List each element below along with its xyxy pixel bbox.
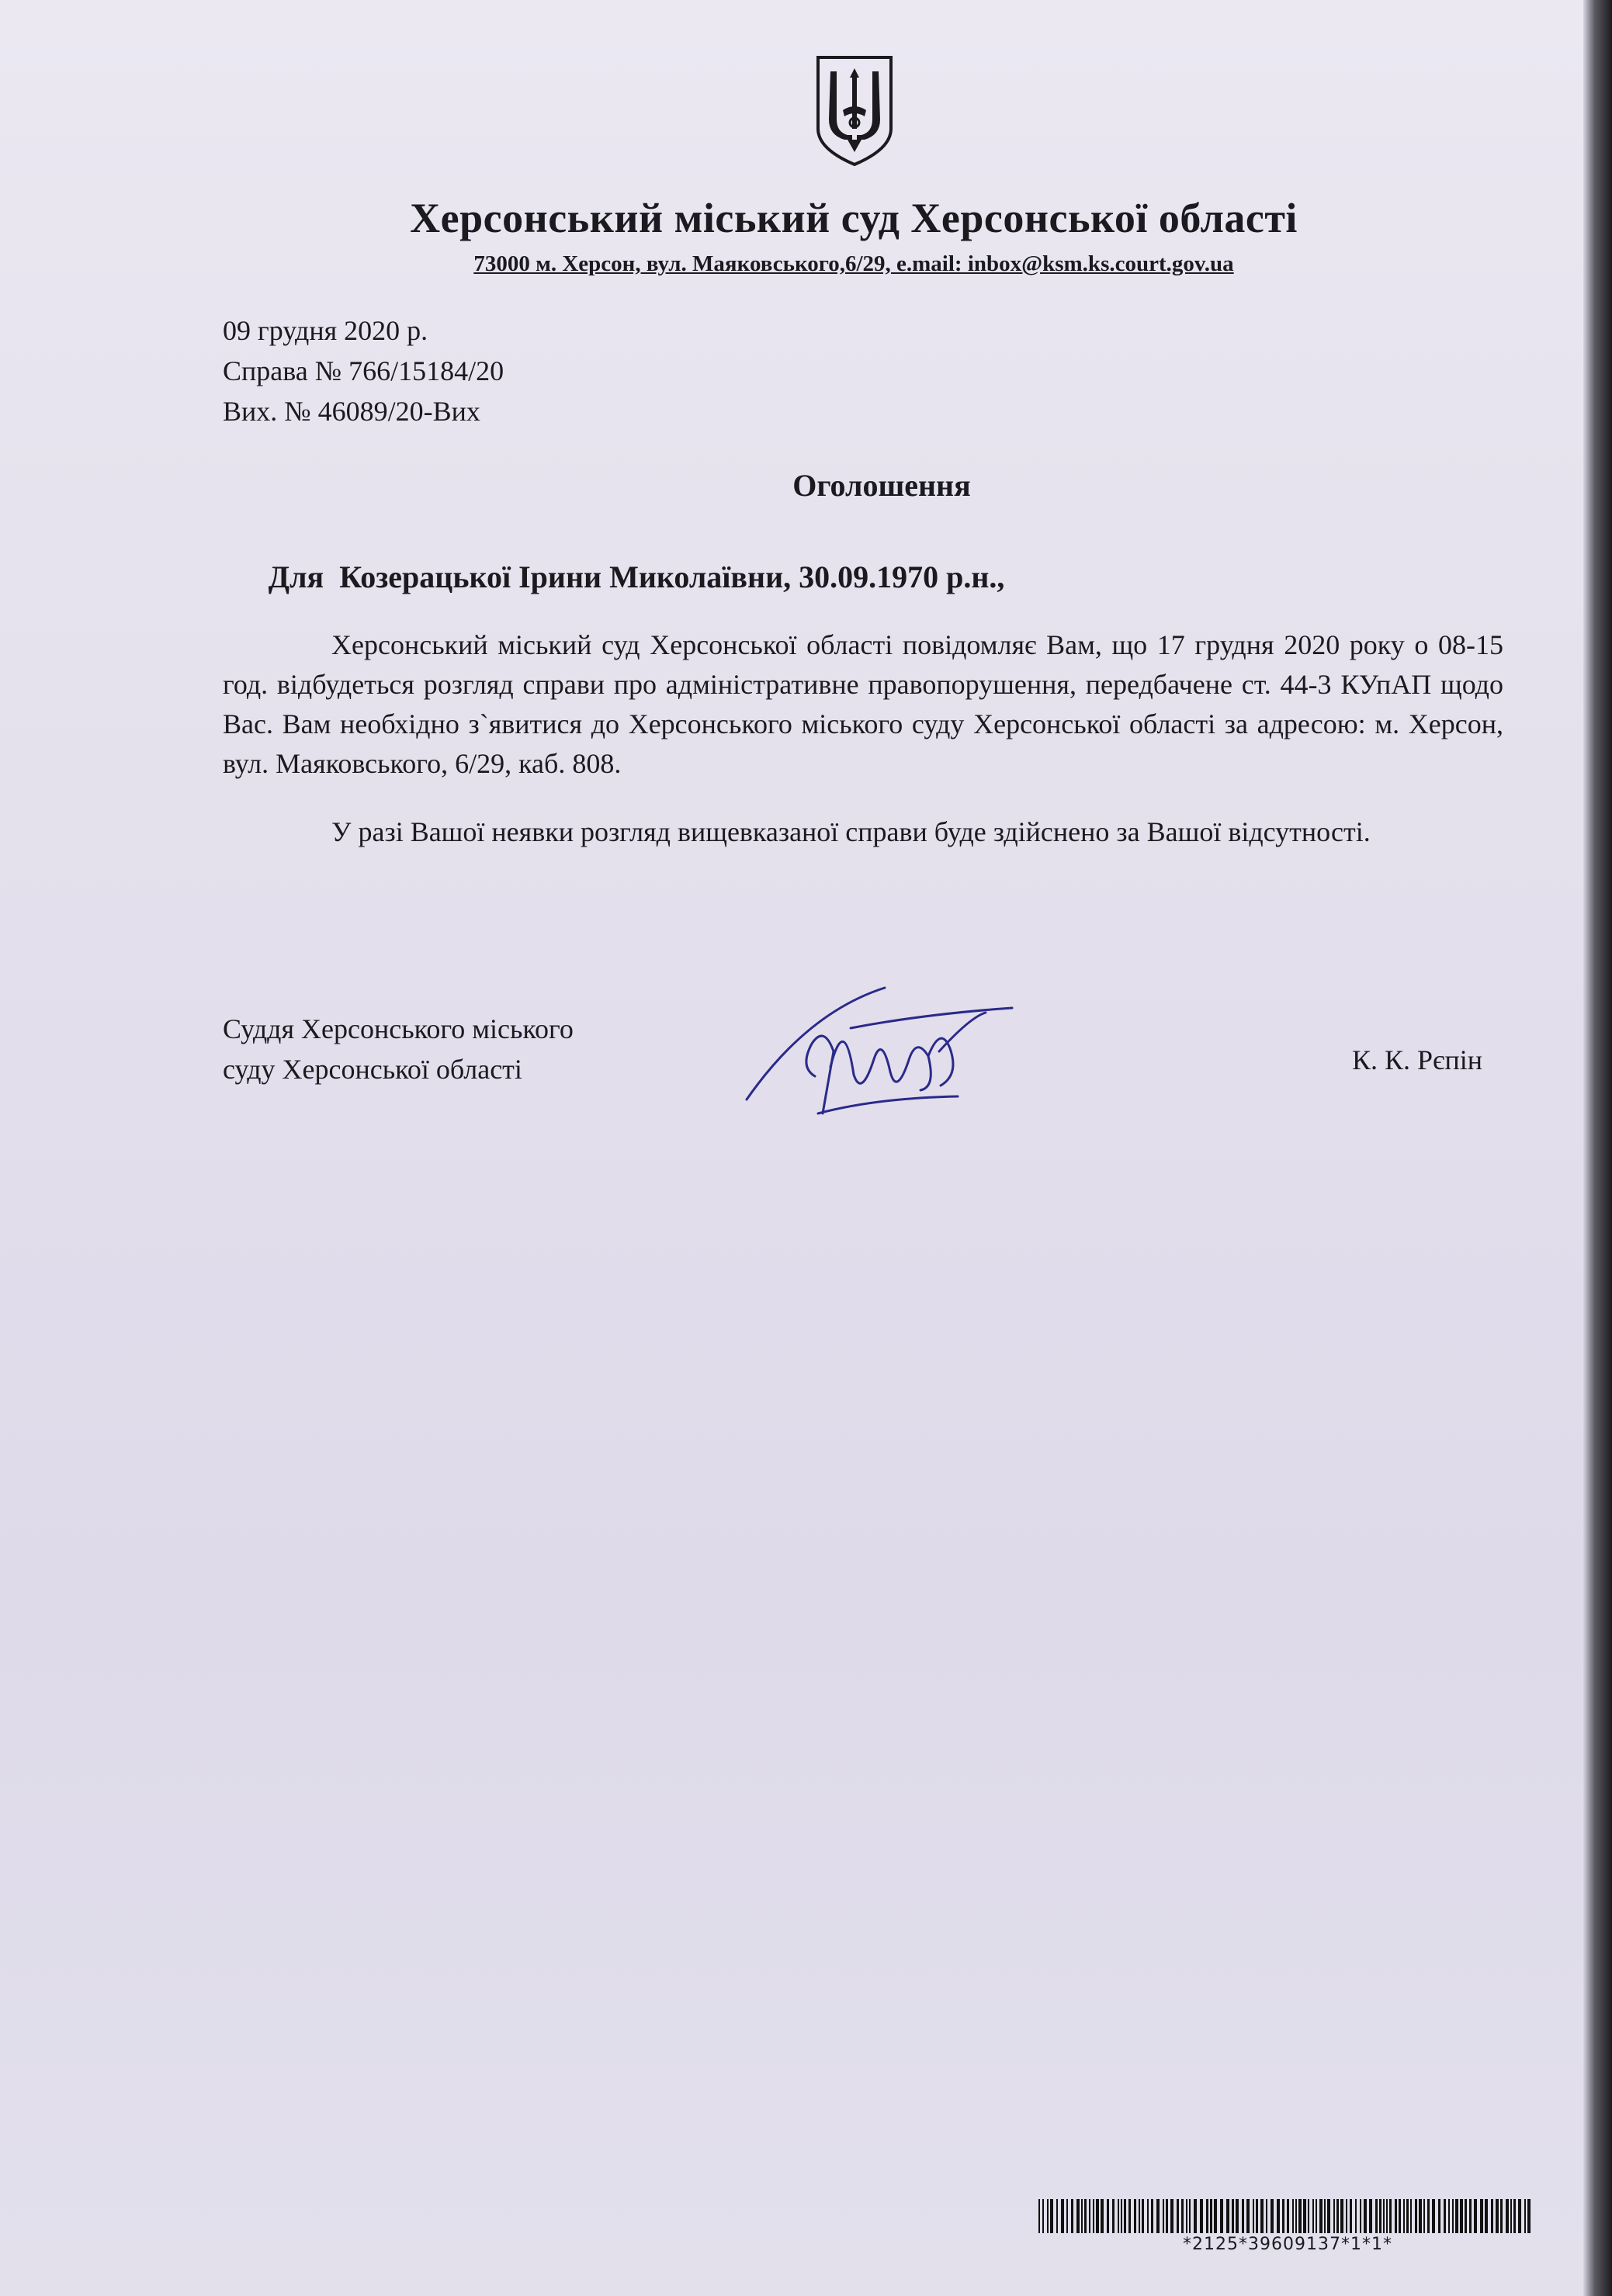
barcode-bar — [1232, 2199, 1234, 2233]
page-edge-shadow — [1583, 0, 1612, 2296]
barcode-bar — [1506, 2199, 1509, 2233]
barcode-bar — [1480, 2199, 1483, 2233]
barcode-bar — [1496, 2199, 1499, 2233]
barcode-bar — [1047, 2199, 1049, 2233]
barcode-bar — [1256, 2199, 1258, 2233]
barcode-bar — [1427, 2199, 1430, 2233]
barcode-bar — [1271, 2199, 1274, 2233]
barcode-bar — [1395, 2199, 1397, 2233]
barcode-bar — [1089, 2199, 1090, 2233]
barcode-bar — [1226, 2199, 1229, 2233]
barcode-bar — [1452, 2199, 1454, 2233]
barcode-bar — [1336, 2199, 1339, 2233]
barcode-bar — [1214, 2199, 1217, 2233]
barcode-bar — [1282, 2199, 1284, 2233]
barcode-bar — [1287, 2199, 1289, 2233]
barcode-bar — [1220, 2199, 1223, 2233]
body-paragraph: У разі Вашої неявки розгляд вищевказаної справи буде здійснено за Вашої відсутності. — [331, 816, 1371, 847]
barcode-bar — [1510, 2199, 1512, 2233]
barcode-bar — [1147, 2199, 1149, 2233]
addressee-line: Для Козерацької Ірини Миколаївни, 30.09.1970 р.н., — [268, 559, 1005, 594]
barcode-bar — [1491, 2199, 1493, 2233]
barcode-bar — [1042, 2199, 1044, 2233]
announcement-body — [223, 625, 1503, 852]
barcode-bar — [1076, 2199, 1080, 2233]
barcode-bar — [1360, 2199, 1361, 2233]
barcode-bar — [1513, 2199, 1516, 2233]
body-paragraph: Херсонський міський суд Херсонської області повідомляє Вам, що 17 грудня 2020 року о 08-15 год. відбудеться розгляд справи про адміністративне правопорушення, передбачене ст. 44-3 КУпАП щодо Вас. Вам необхідно з`явитися до Херсонського міського суду Херсонської області за адресою: м. Херсон, вул. Маяковського, 6/29, каб. 808. — [223, 629, 1503, 779]
barcode-bar — [1189, 2199, 1191, 2233]
barcode-bar — [1455, 2199, 1458, 2233]
barcode-number: *2125*39609137*1*1* — [1183, 2235, 1392, 2254]
barcode-bar — [1181, 2199, 1184, 2233]
barcode-bar — [1432, 2199, 1435, 2233]
court-name-heading: Херсонський міський суд Херсонської області — [410, 195, 1298, 241]
barcode-bar — [1415, 2199, 1417, 2233]
barcode-bar — [1081, 2199, 1083, 2233]
barcode-bar — [1118, 2199, 1119, 2233]
barcode-bar — [1419, 2199, 1422, 2233]
barcode-bar — [1444, 2199, 1446, 2233]
barcode-bar — [1107, 2199, 1109, 2233]
barcode-bar — [1327, 2199, 1330, 2233]
barcode-bar — [1292, 2199, 1294, 2233]
barcode-bar — [1156, 2199, 1160, 2233]
barcode-bar — [1364, 2199, 1367, 2233]
outgoing-number: Вих. № 46089/20-Вих — [223, 396, 480, 427]
barcode-bar — [1469, 2199, 1472, 2233]
judge-name: К. К. Рєпін — [1352, 1044, 1483, 1075]
barcode-bar — [1084, 2199, 1087, 2233]
barcode-bar — [1303, 2199, 1306, 2233]
barcode-bar — [1124, 2199, 1126, 2233]
barcode-bar — [1350, 2199, 1352, 2233]
barcode-bar — [1151, 2199, 1153, 2233]
handwritten-signature — [737, 982, 1048, 1129]
barcode-bar — [1423, 2199, 1425, 2233]
barcode-bar — [1139, 2199, 1140, 2233]
barcode-bar — [1375, 2199, 1378, 2233]
barcode-bar — [1333, 2199, 1335, 2233]
barcode-bar — [1410, 2199, 1412, 2233]
barcode-bar — [1527, 2199, 1531, 2233]
barcode-bar — [1177, 2199, 1179, 2233]
barcode-bar — [1403, 2199, 1405, 2233]
barcode-bar — [1186, 2199, 1187, 2233]
barcode-bar — [1465, 2199, 1467, 2233]
barcode-bar — [1369, 2199, 1372, 2233]
barcode-bar — [1389, 2199, 1392, 2233]
barcode-bar — [1038, 2199, 1040, 2233]
barcode-bar — [1093, 2199, 1094, 2233]
barcode-bar — [1312, 2199, 1314, 2233]
barcode-bar — [1277, 2199, 1280, 2233]
barcode-bar — [1253, 2199, 1254, 2233]
barcode-bar — [1319, 2199, 1323, 2233]
barcode-bar — [1379, 2199, 1381, 2233]
judge-position — [223, 1009, 574, 1089]
barcode-bar — [1355, 2199, 1357, 2233]
barcode-bar — [1474, 2199, 1477, 2233]
barcode-bar — [1206, 2199, 1208, 2233]
barcode-bar — [1121, 2199, 1122, 2233]
barcode-bar — [1500, 2199, 1503, 2233]
barcode-bar — [1524, 2199, 1526, 2233]
barcode-bar — [1056, 2199, 1058, 2233]
document-meta — [223, 310, 504, 431]
barcode-bar — [1200, 2199, 1203, 2233]
barcode-bar — [1438, 2199, 1440, 2233]
barcode-bar — [1210, 2199, 1212, 2233]
court-address: 73000 м. Херсон, вул. Маяковського,6/29, e.mail: inbox@ksm.ks.court.gov.ua — [473, 251, 1234, 276]
barcode-bar — [1266, 2199, 1267, 2233]
barcode-bar — [1066, 2199, 1068, 2233]
barcode-bar — [1346, 2199, 1347, 2233]
barcode-bar — [1485, 2199, 1488, 2233]
barcode-bar — [1383, 2199, 1385, 2233]
barcode-bar — [1386, 2199, 1388, 2233]
barcode-bar — [1050, 2199, 1053, 2233]
barcode-bar — [1236, 2199, 1239, 2233]
barcode-bar — [1316, 2199, 1317, 2233]
barcode-bar — [1071, 2199, 1073, 2233]
document-date: 09 грудня 2020 р. — [223, 315, 428, 346]
barcode-bar — [1260, 2199, 1264, 2233]
barcode-bar — [1142, 2199, 1144, 2233]
judge-position-line: Суддя Херсонського міського — [223, 1013, 574, 1044]
barcode-bar — [1308, 2199, 1309, 2233]
trident-emblem-icon — [813, 54, 896, 168]
announcement-heading: Оголошення — [792, 468, 971, 503]
case-number: Справа № 766/15184/20 — [223, 355, 504, 386]
barcode-bar — [1298, 2199, 1302, 2233]
barcode-bar — [1324, 2199, 1326, 2233]
barcode-bar — [1340, 2199, 1343, 2233]
barcode-bar — [1246, 2199, 1250, 2233]
document-barcode — [1038, 2199, 1537, 2233]
barcode-bar — [1399, 2199, 1401, 2233]
barcode-bar — [1518, 2199, 1521, 2233]
barcode-bar — [1406, 2199, 1409, 2233]
barcode-bar — [1460, 2199, 1463, 2233]
barcode-bar — [1166, 2199, 1168, 2233]
barcode-bar — [1242, 2199, 1244, 2233]
barcode-bar — [1448, 2199, 1450, 2233]
barcode-bar — [1128, 2199, 1131, 2233]
judge-position-line: суду Херсонської області — [223, 1054, 522, 1085]
barcode-bar — [1163, 2199, 1164, 2233]
barcode-bar — [1101, 2199, 1104, 2233]
barcode-bar — [1112, 2199, 1115, 2233]
barcode-bar — [1061, 2199, 1064, 2233]
barcode-bar — [1134, 2199, 1136, 2233]
barcode-bar — [1295, 2199, 1297, 2233]
barcode-bar — [1194, 2199, 1197, 2233]
barcode-bar — [1096, 2199, 1099, 2233]
barcode-bar — [1170, 2199, 1173, 2233]
